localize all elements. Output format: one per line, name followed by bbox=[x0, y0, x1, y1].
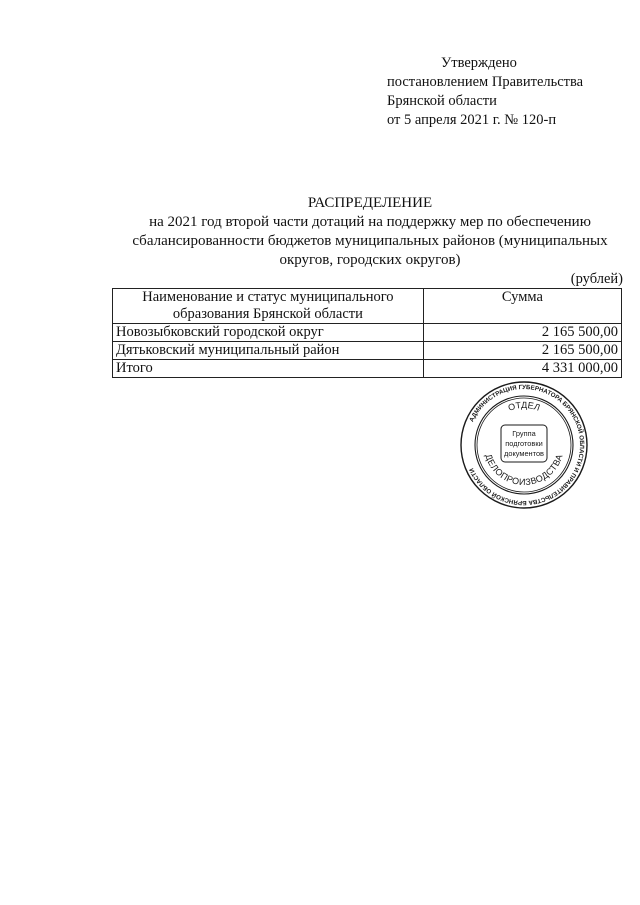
approval-line-3: Брянской области bbox=[387, 93, 497, 109]
stamp-center-line-1: Группа bbox=[512, 429, 536, 438]
total-amount: 4 331 000,00 bbox=[423, 360, 621, 378]
row-amount: 2 165 500,00 bbox=[423, 342, 621, 360]
stamp-upper-text: ОТДЕЛ bbox=[506, 399, 542, 413]
approval-line-2: постановлением Правительства bbox=[387, 74, 584, 90]
header-name: Наименование и статус муниципального образования Брянской области bbox=[113, 289, 424, 324]
approval-line-1: Утверждено bbox=[441, 55, 517, 71]
approval-line-4: от 5 апреля 2021 г. № 120-п bbox=[387, 112, 557, 128]
distribution-table bbox=[112, 288, 622, 378]
total-label: Итого bbox=[113, 360, 424, 378]
total-row bbox=[113, 360, 622, 378]
units-label: (рублей) bbox=[570, 271, 623, 287]
title-line-2: на 2021 год второй части дотаций на поддержку мер по обеспечению bbox=[149, 214, 591, 230]
document-title bbox=[100, 194, 640, 270]
title-line-4: округов, городских округов) bbox=[279, 252, 461, 268]
stamp-lower-text: ДЕЛОПРОИЗВОДСТВА bbox=[483, 452, 565, 488]
office-seal-stamp bbox=[459, 380, 589, 510]
stamp-ring-text: АДМИНИСТРАЦИЯ ГУБЕРНАТОРА БРЯНСКОЙ ОБЛАСТИ И ПРАВИТЕЛЬСТВА БРЯНСКОЙ ОБЛАСТИ bbox=[468, 383, 586, 507]
table-row bbox=[113, 342, 622, 360]
approval-block bbox=[387, 54, 583, 130]
svg-text:ОТДЕЛ bbox=[507, 400, 542, 413]
row-name: Новозыбковский городской округ bbox=[113, 324, 424, 342]
stamp-center-line-2: подготовки bbox=[505, 439, 543, 448]
table-row bbox=[113, 324, 622, 342]
row-amount: 2 165 500,00 bbox=[423, 324, 621, 342]
title-line-1: РАСПРЕДЕЛЕНИЕ bbox=[307, 195, 433, 211]
header-amount: Сумма bbox=[423, 289, 621, 324]
stamp-center-line-3: документов bbox=[504, 449, 544, 458]
table-header-row bbox=[113, 289, 622, 324]
row-name: Дятьковский муниципальный район bbox=[113, 342, 424, 360]
title-line-3: сбалансированности бюджетов муниципальных районов (муниципальных bbox=[132, 233, 608, 249]
